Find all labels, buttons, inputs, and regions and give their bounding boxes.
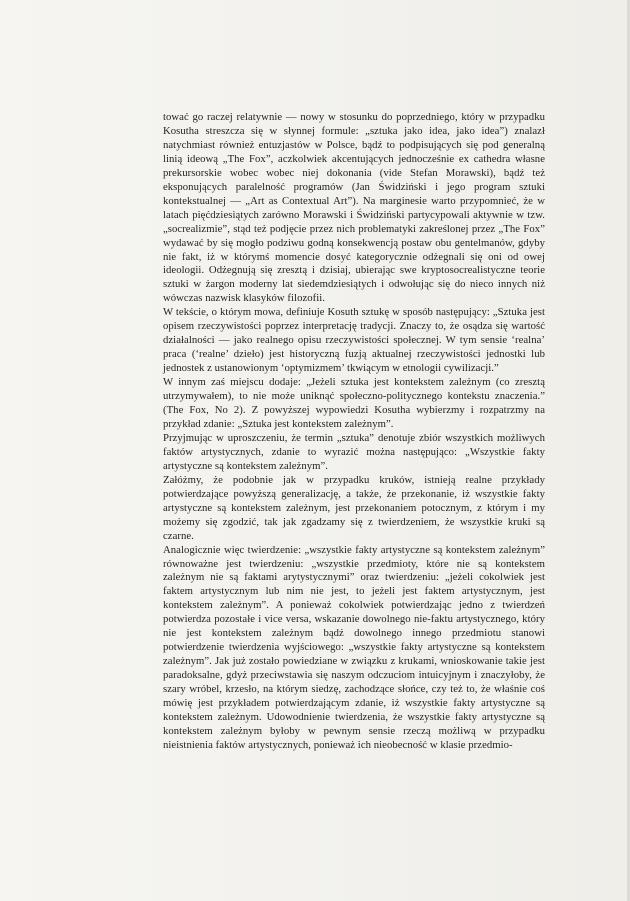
paragraph: Przyjmując w uproszczeniu, że termin „sztuka” denotuje zbiór wszystkich możliwych faktów artystycznych, zdanie to wyrazić można następująco: „Wszystkie fakty artystyczne są kontekstem zależnym”.: [163, 431, 545, 472]
body-text: [163, 111, 545, 753]
paragraph: Analogicznie więc twierdzenie: „wszystkie fakty artystyczne są kontekstem zależnym” równoważne jest twierdzeniu: „wszystkie przedmioty, które nie są kontekstem zależnym nie są faktami arytystycznymi” oraz twierdzeniu: „jeżeli cokolwiek jest faktem artystycznym lub nim nie jest, to jeżeli jest faktem artystycznym, jest kontekstem zależnym”. A ponieważ cokolwiek potwierdzając jedno z twierdzeń potwierdza pozostałe i vice versa, wskazanie dowolnego nie-faktu artystycznego, który nie jest kontekstem zależnym bądź dowolnego innego przedmiotu stanowi potwierdzenie twierdzenia wyjściowego: „wszystkie fakty artystyczne są kontekstem zależnym”. Jak już zostało powiedziane w związku z krukami, wnioskowanie takie jest paradoksalne, gdyż przeciwstawia się naszym odczuciom intuicyjnym i znaczyłoby, że szary wróbel, krzesło, na którym siedzę, zachodzące słońce, czy też to, że właśnie coś mówię jest przykładem potwierdzającym zdanie, iż wszystkie fakty artystyczne są kontekstem zależnym. Udowodnienie twierdzenia, że wszystkie fakty artystyczne są kontekstem zależnym byłoby w pewnym sensie rzeczą możliwą w przypadku nieistnienia faktów artystycznych, ponieważ ich nieobecność w klasie przedmio-: [163, 543, 545, 751]
paragraph: Załóżmy, że podobnie jak w przypadku kruków, istnieją realne przykłady potwierdzające powyższą generalizację, a także, że przekonanie, iż wszystkie fakty artystyczne są kontekstem zależnym, jest przekonaniem potocznym, z którym i my możemy się zgodzić, tak jak zgadzamy się z twierdzeniem, że wszystkie kruki są czarne.: [163, 473, 545, 542]
paragraph: tować go raczej relatywnie — nowy w stosunku do poprzedniego, który w przypadku Kosutha streszcza się w słynnej formule: „sztuka jako idea, jako idea”) znalazł natychmiast również entuzjastów w Polsce, bądź to podpisujących się pod generalną linią ideową „The Fox”, aczkolwiek akcentujących jednocześnie ex cathedra własne prekursorskie wobec wobec niej dokonania (vide Stefan Morawski), bądź też eksponujących paralelność programów (Jan Świdziński i jego program sztuki kontekstualnej — „Art as Contextual Art”). Na marginesie warto przypomnieć, że w latach pięćdziesiątych zarówno Morawski i Świdziński partycypowali aktywnie w tzw. „socrealizmie”, stąd też podjęcie przez nich problematyki zakreślonej przez „The Fox” wydawać by się mogło podziwu godną konsekwencją postaw obu gentelmanów, gdyby nie fakt, iż w którymś momencie dosyć kategorycznie odżegnali się oni od owej ideologii. Odżegnują się zresztą i dzisiaj, ubierając swe kryptosocrealistyczne teorie sztuki w żargon moderny lat siedemdziesiątych i odwołując się do nieco innych niż wówczas nazwisk klasyków filozofii.: [163, 111, 545, 305]
paragraph: W tekście, o którym mowa, definiuje Kosuth sztukę w sposób następujący: „Sztuka jest opisem rzeczywistości poprzez interpretację tradycji. Znaczy to, że osądza się wartość działalności — jako realnego opisu rzeczywistości społecznej. W tym sensie ‘realna’ praca (‘realne’ dzieło) jest historyczną fuzją aktualnej rzeczywistości jednostki lub jednostek z ustanowionym ‘optymizmem’ tkwiącym w etnologii cywilizacji.”: [163, 306, 545, 375]
paragraph: W innym zaś miejscu dodaje: „Jeżeli sztuka jest kontekstem zależnym (co zresztą utrzymywałem), to nie może uniknąć społeczno-politycznego kontekstu znaczenia.” (The Fox, No 2). Z powyższej wypowiedzi Kosutha wybierzmy i rozpatrzmy na przykład zdanie: „Sztuka jest kontekstem zależnym”.: [163, 376, 545, 430]
